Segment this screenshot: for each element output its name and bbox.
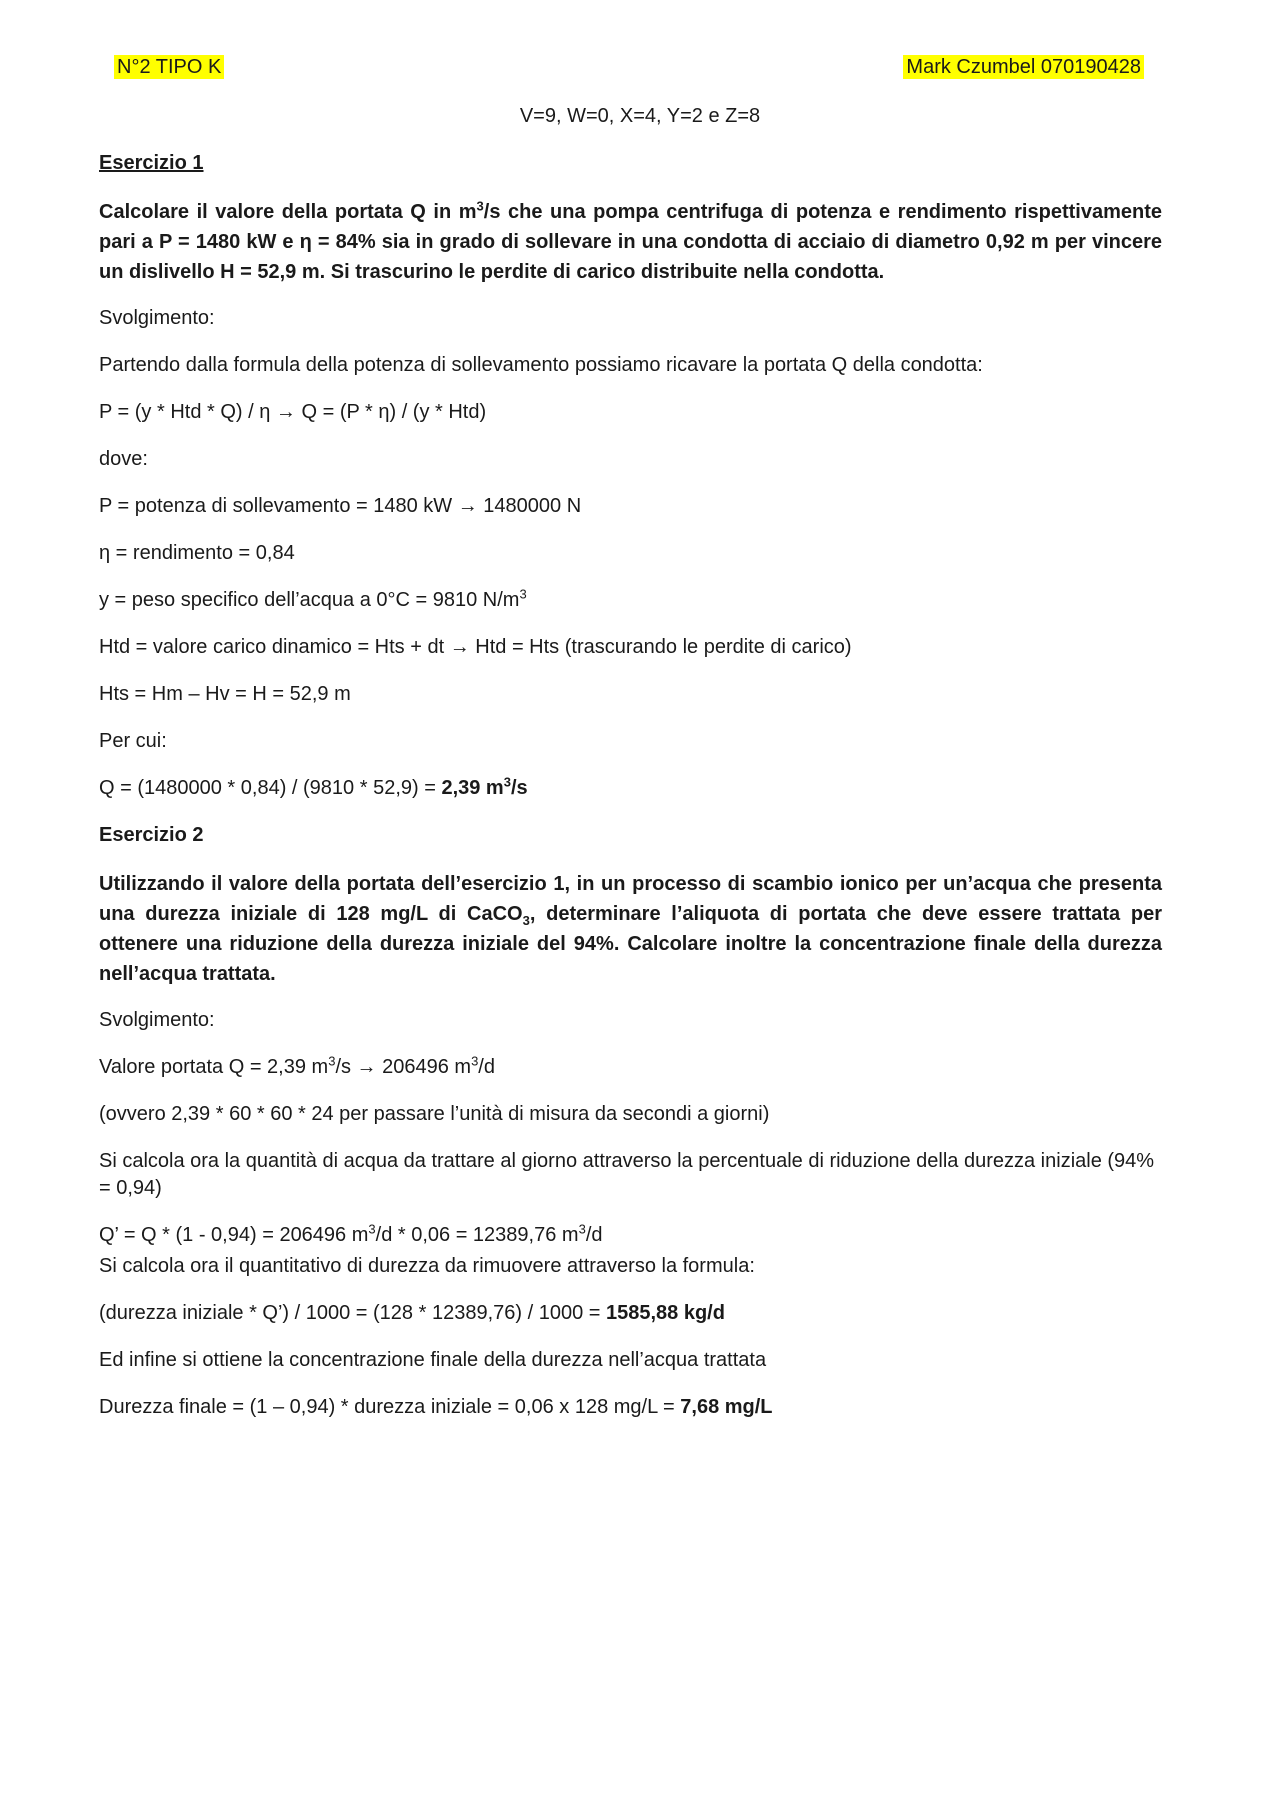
exercise2-title: Esercizio 2: [99, 824, 204, 846]
exercise2-problem: Utilizzando il valore della portata dell’esercizio 1, in un processo di scambio ionico per un’acqua che presenta una durezza iniziale di 128 mg/L di CaCO$_3$, determinare l’aliquota di portata che deve essere trattata per ottenere una riduzione della durezza iniziale del 94%. Calcolare inoltre la concentrazione finale della durezza nell’acqua trattata.: [99, 873, 1162, 985]
exercise2-q-prime: Q’ = Q * (1 - 0,94) = 206496 $m^3/d * 0,06 = 12389,76$ $m^3/d$: [99, 1221, 603, 1246]
exercise1-problem: Calcolare il valore della portata Q in $m^3/s$ che una pompa centrifuga di potenza e rendimento rispettivamente pari a P = 1480 kW e η = 84% sia in grado di sollevare in una condotta di acciaio di diametro 0,92 m per vincere un dislivello H = 52,9 m. Si trascurino le perdite di carico distribuite nella condotta.: [99, 198, 1162, 283]
author-id-label: Mark Czumbel 070190428: [903, 55, 1144, 79]
exercise2-solution-label: Svolgimento:: [99, 1009, 215, 1031]
document-type-label: N°2 TIPO K: [114, 55, 224, 79]
exercise1-so: Per cui:: [99, 730, 167, 752]
exercise2-final-result: Durezza finale = (1 – 0,94) * durezza iniziale = 0,06 x 128 mg/L = 7,68 mg/L: [99, 1396, 773, 1418]
exercise1-result: Q = (1480000 * 0,84) / (9810 * 52,9) = 2,39 $m^3/s$: [99, 774, 528, 799]
exercise1-def-eta: η = rendimento = 0,84: [99, 542, 295, 564]
exercise1-def-htd: Htd = valore carico dinamico = Hts + dt → Htd = Hts (trascurando le perdite di carico): [99, 636, 852, 658]
exercise1-def-y: y = peso specifico dell’acqua a 0°C = 9810 $N/m^3$: [99, 586, 527, 611]
header-left: [114, 56, 224, 79]
exercise1-formula: P = (y * Htd * Q) / η → Q = (P * η) / (y * Htd): [99, 401, 487, 423]
exercise2-flow-value: Valore portata Q = 2,39 $m^3/s \to 206496$ $m^3/d$: [99, 1053, 495, 1078]
variables-line: V=9, W=0, X=4, Y=2 e Z=8: [519, 105, 761, 127]
header-right: [903, 56, 1144, 79]
exercise1-def-p: P = potenza di sollevamento = 1480 kW → 1480000 N: [99, 495, 582, 517]
document-body: [99, 150, 1162, 1441]
exercise2-calc-intro: Si calcola ora la quantità di acqua da trattare al giorno attraverso la percentuale di riduzione della durezza iniziale (94% = 0,94): [99, 1150, 1155, 1199]
exercise1-def-hts: Hts = Hm – Hv = H = 52,9 m: [99, 683, 351, 705]
exercise1-intro: Partendo dalla formula della potenza di sollevamento possiamo ricavare la portata Q della condotta:: [99, 354, 983, 376]
exercise1-title: Esercizio 1: [99, 152, 204, 174]
exercise2-final-intro: Ed infine si ottiene la concentrazione finale della durezza nell’acqua trattata: [99, 1349, 767, 1371]
exercise1-where: dove:: [99, 448, 148, 470]
exercise2-remove-intro: Si calcola ora il quantitativo di durezza da rimuovere attraverso la formula:: [99, 1255, 755, 1277]
exercise1-solution-label: Svolgimento:: [99, 307, 215, 329]
exercise2-flow-note: (ovvero 2,39 * 60 * 60 * 24 per passare l’unità di misura da secondi a giorni): [99, 1103, 770, 1125]
exercise2-remove-result: (durezza iniziale * Q’) / 1000 = (128 * 12389,76) / 1000 = 1585,88 kg/d: [99, 1302, 725, 1324]
